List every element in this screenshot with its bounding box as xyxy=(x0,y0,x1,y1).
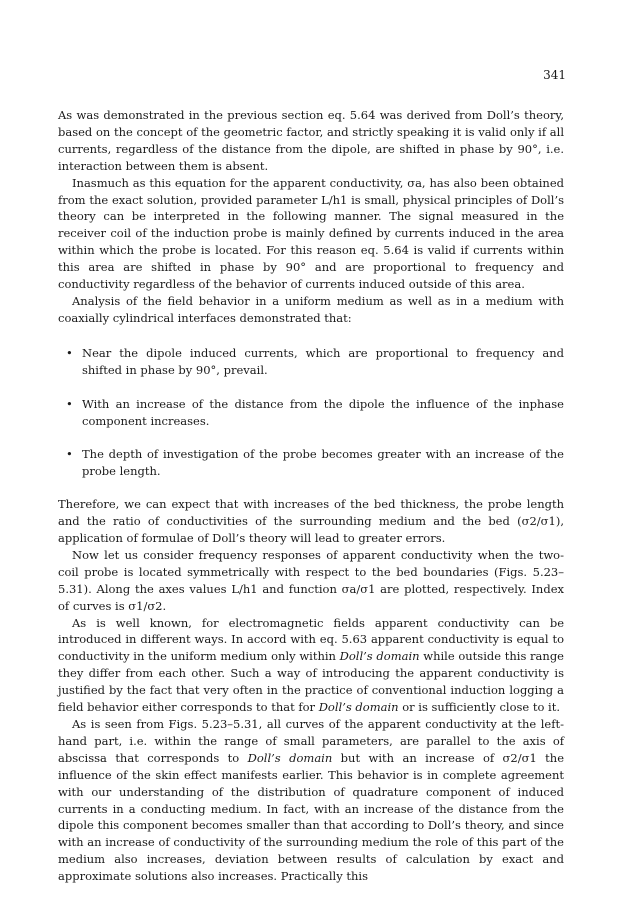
list-item xyxy=(58,446,564,480)
paragraph-3: Analysis of the field behavior in a uniform medium as well as in a medium with coaxially cylindrical interfaces demonstrated that: xyxy=(58,293,564,325)
text-run: As is seen from Figs. 5.23–5.31, all curves of the apparent conductivity at the left-hand part, i.e. within the range of small parameters, are parallel to the axis of abscissa that corresponds to xyxy=(58,717,564,765)
page-body xyxy=(58,107,564,885)
paragraph-5: Now let us consider frequency responses of apparent conductivity when the two-coil probe is located symmetrically with respect to the bed boundaries (Figs. 5.23–5.31). Along the axes values L/h1 and function σa/σ1 are plotted, respectively. Index of curves is σ1/σ2. xyxy=(58,547,564,613)
list-item xyxy=(58,396,564,430)
list-item-text: Near the dipole induced currents, which are proportional to frequency and shifted in phase by 90°, prevail. xyxy=(82,345,564,377)
list-item xyxy=(58,345,564,379)
list-item-text: With an increase of the distance from the dipole the influence of the inphase component increases. xyxy=(82,396,564,428)
page-number: 341 xyxy=(543,68,566,82)
emphasis-doll-domain: Doll’s domain xyxy=(318,700,399,715)
bullet-icon: • xyxy=(66,345,73,360)
emphasis-doll-domain: Doll’s domain xyxy=(339,649,420,664)
paragraph-4: Therefore, we can expect that with increases of the bed thickness, the probe length and the ratio of conductivities of the surrounding medium and the bed (σ2/σ1), application of formulae of Doll’s theory will lead to greater errors. xyxy=(58,497,564,546)
bullet-icon: • xyxy=(66,447,73,462)
emphasis-doll-domain: Doll’s domain xyxy=(247,750,333,765)
text-run: while outside this range they differ from each other. Such a way of introducing the apparent conductivity is justified by the fact that very often in the practice of conventional induction logging a field behavior either corresponds to that for xyxy=(58,649,564,715)
text-run: or is sufficiently close to it. xyxy=(398,700,561,715)
text-run: but with an increase of σ2/σ1 the influence of the skin effect manifests earlier. This behavior is in complete agreement with our understanding of the distribution of quadrature component of induced currents in a conducting medium. In fact, with an increase of the distance from the dipole this component becomes smaller than that according to Doll’s theory, and since with an increase of conductivity of the surrounding medium the role of this part of the medium also increases, deviation between results of calculation by exact and approximate solutions also increases. Practically this xyxy=(58,750,565,884)
paragraph-1: As was demonstrated in the previous section eq. 5.64 was derived from Doll’s theory, based on the concept of the geometric factor, and strictly speaking it is valid only if all currents, regardless of the distance from the dipole, are shifted in phase by 90°, i.e. interaction between them is absent. xyxy=(58,108,564,173)
bullet-list xyxy=(58,345,564,480)
bullet-icon: • xyxy=(66,396,73,411)
text-run: As is well known, for electromagnetic fields apparent conductivity can be introduced in different ways. In accord with eq. 5.63 apparent conductivity is equal to conductivity in the uniform medium only within xyxy=(58,615,564,664)
paragraph-7 xyxy=(58,716,564,885)
paragraph-2: Inasmuch as this equation for the apparent conductivity, σa, has also been obtained from the exact solution, provided parameter L/h1 is small, physical principles of Doll’s theory can be interpreted in the following manner. The signal measured in the receiver coil of the induction probe is mainly defined by currents induced in the area within which the probe is located. For this reason eq. 5.64 is valid if currents within this area are shifted in phase by 90° and are proportional to frequency and conductivity regardless of the behavior of currents induced outside of this area. xyxy=(58,175,564,292)
paragraph-6 xyxy=(58,615,564,716)
list-item-text: The depth of investigation of the probe becomes greater with an increase of the probe length. xyxy=(82,447,564,479)
